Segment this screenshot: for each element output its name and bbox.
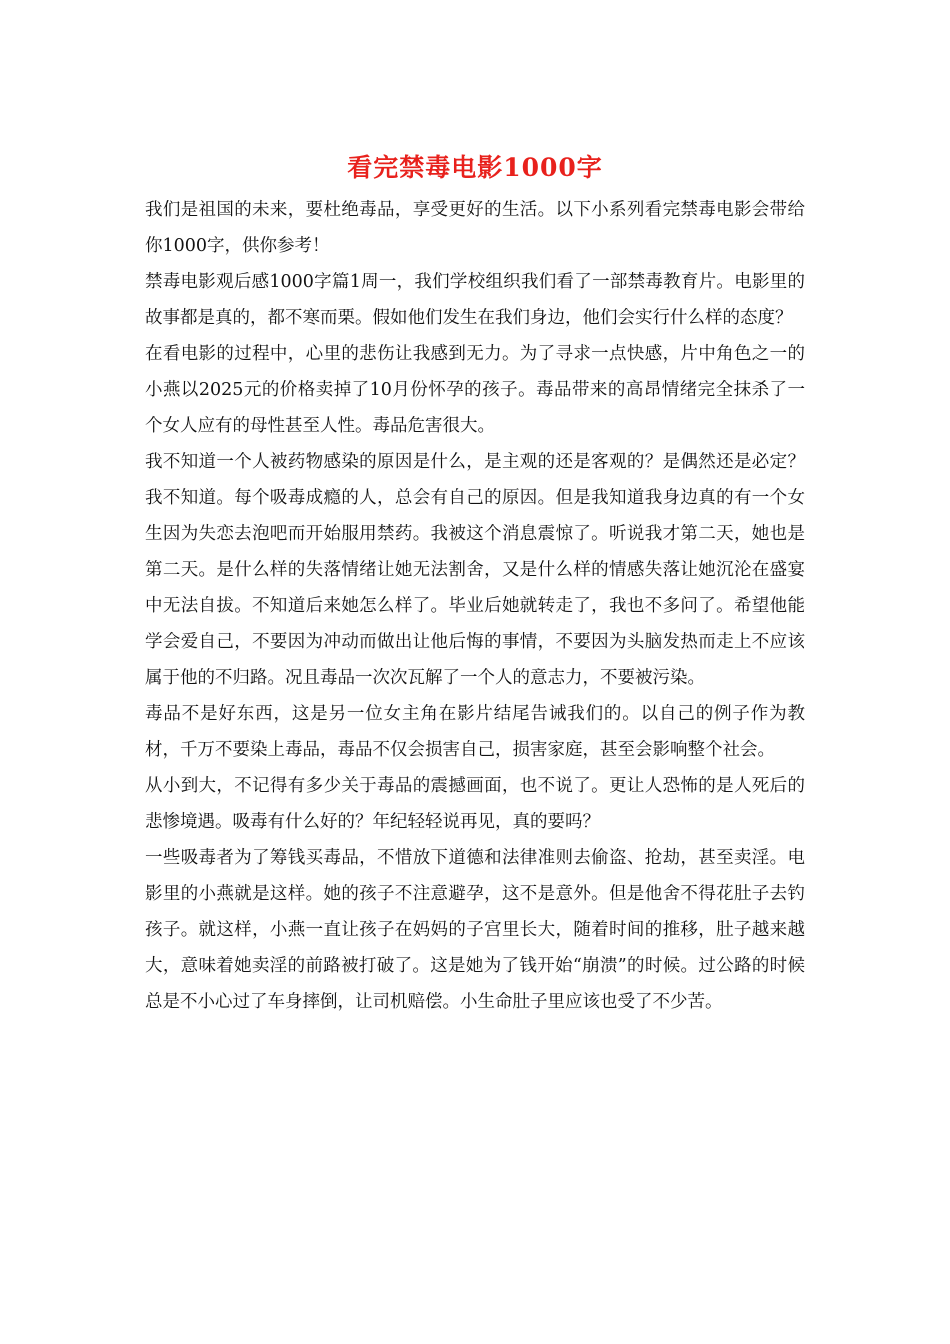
document-body xyxy=(145,192,805,1020)
paragraph-2: 在看电影的过程中，心里的悲伤让我感到无力。为了寻求一点快感，片中角色之一的小燕以2025元的价格卖掉了10月份怀孕的孩子。毒品带来的高昂情绪完全抹杀了一个女人应有的母性甚至人性。毒品危害很大。 xyxy=(145,344,805,436)
paragraph-3: 我不知道一个人被药物感染的原因是什么，是主观的还是客观的？是偶然还是必定？我不知道。每个吸毒成瘾的人，总会有自己的原因。但是我知道我身边真的有一个女生因为失恋去泡吧而开始服用禁药。我被这个消息震惊了。听说我才第二天，她也是第二天。是什么样的失落情绪让她无法割舍，又是什么样的情感失落让她沉沦在盛宴中无法自拔。不知道后来她怎么样了。毕业后她就转走了，我也不多问了。希望他能学会爱自己，不要因为冲动而做出让他后悔的事情，不要因为头脑发热而走上不应该属于他的不归路。况且毒品一次次瓦解了一个人的意志力，不要被污染。 xyxy=(145,452,805,688)
paragraph-1: 禁毒电影观后感1000字篇1周一，我们学校组织我们看了一部禁毒教育片。电影里的故事都是真的，都不寒而栗。假如他们发生在我们身边，他们会实行什么样的态度？ xyxy=(145,272,805,328)
paragraph-4: 毒品不是好东西，这是另一位女主角在影片结尾告诫我们的。以自己的例子作为教材，千万不要染上毒品，毒品不仅会损害自己，损害家庭，甚至会影响整个社会。 xyxy=(145,704,805,760)
paragraph-6: 一些吸毒者为了筹钱买毒品，不惜放下道德和法律准则去偷盗、抢劫，甚至卖淫。电影里的小燕就是这样。她的孩子不注意避孕，这不是意外。但是他舍不得花肚子去钓孩子。就这样，小燕一直让孩子在妈妈的子宫里长大，随着时间的推移，肚子越来越大，意味着她卖淫的前路被打破了。这是她为了钱开始“崩溃”的时候。过公路的时候总是不小心过了车身摔倒，让司机赔偿。小生命肚子里应该也受了不少苦。 xyxy=(145,848,805,1012)
document-title: 看完禁毒电影1000字 xyxy=(347,153,603,182)
paragraph-intro: 我们是祖国的未来，要杜绝毒品，享受更好的生活。以下小系列看完禁毒电影会带给你1000字，供你参考！ xyxy=(145,200,805,256)
paragraph-5: 从小到大，不记得有多少关于毒品的震撼画面，也不说了。更让人恐怖的是人死后的悲惨境遇。吸毒有什么好的？年纪轻轻说再见，真的要吗？ xyxy=(145,776,805,832)
